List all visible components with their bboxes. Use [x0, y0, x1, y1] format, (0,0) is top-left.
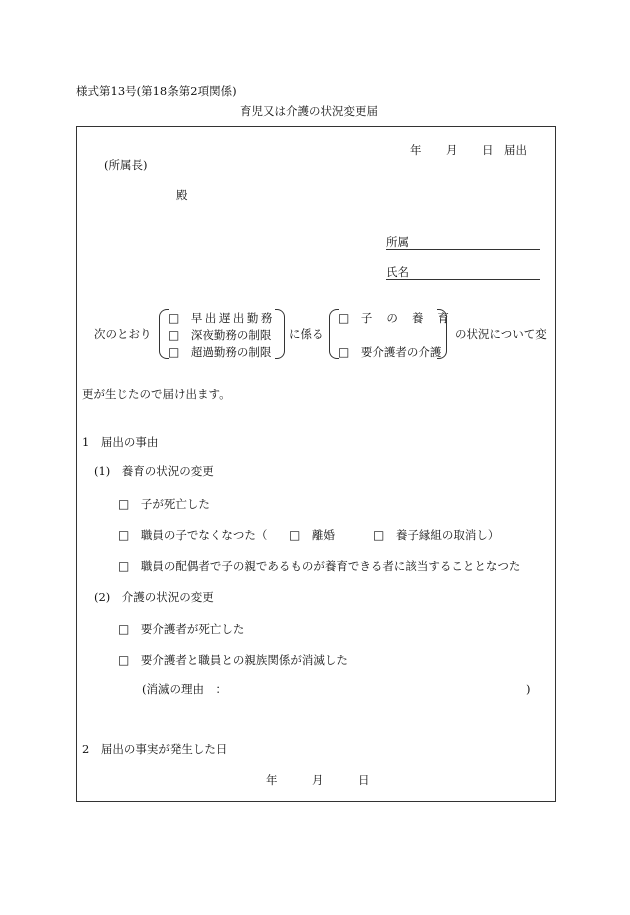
care-brace-right: [437, 309, 447, 359]
care-item-2: □ 要介護者の介護: [338, 345, 442, 359]
form-title: 育児又は介護の状況変更届: [240, 104, 378, 118]
occurrence-year-label: 年: [266, 773, 278, 787]
occurrence-day-label: 日: [358, 773, 370, 787]
reason-adoption-cancel: □ 養子縁組の取消し）: [373, 528, 500, 542]
checkbox-icon[interactable]: □: [118, 653, 130, 667]
occurrence-month-label: 月: [312, 773, 324, 787]
form-number: 様式第13号(第18条第2項関係): [76, 84, 237, 98]
section2-heading: 2 届出の事実が発生した日: [82, 742, 228, 756]
honorific: 殿: [176, 188, 188, 202]
checkbox-icon[interactable]: □: [338, 311, 350, 325]
reason-kinship-ended: □ 要介護者と職員との親族関係が消滅した: [118, 653, 348, 667]
checkbox-icon[interactable]: □: [289, 528, 301, 542]
checkbox-icon[interactable]: □: [118, 622, 130, 636]
checkbox-icon[interactable]: □: [118, 528, 130, 542]
kinship-reason-label: (消滅の理由 ：: [142, 682, 227, 696]
checkbox-icon[interactable]: □: [338, 345, 350, 359]
section1-heading: 1 届出の事由: [82, 435, 159, 449]
work-brace-right: [275, 309, 285, 359]
reason-divorce: □ 離婚: [289, 528, 335, 542]
date-year-label: 年: [410, 143, 422, 157]
checkbox-icon[interactable]: □: [118, 559, 130, 573]
reason-no-longer-child: □ 職員の子でなくなつた（: [118, 528, 268, 542]
connector-text: に係る: [289, 327, 324, 341]
kinship-reason-close: ): [526, 682, 531, 696]
care-item-1: □ 子の養育: [338, 311, 463, 325]
reason-care-recipient-died: □ 要介護者が死亡した: [118, 622, 245, 636]
date-submit-label: 届出: [504, 143, 527, 157]
name-field[interactable]: [386, 279, 540, 280]
name-label: 氏名: [386, 265, 409, 279]
section1-sub2-heading: (2) 介護の状況の変更: [94, 590, 214, 604]
intro-suffix: の状況について変: [455, 327, 547, 341]
reason-child-died: □ 子が死亡した: [118, 497, 210, 511]
work-item-3: □ 超過勤務の制限: [168, 345, 272, 359]
section1-sub1-heading: (1) 養育の状況の変更: [94, 464, 214, 478]
checkbox-icon[interactable]: □: [168, 328, 180, 342]
work-item-1: □ 早出遅出勤務: [168, 311, 275, 325]
date-day-label: 日: [482, 143, 494, 157]
checkbox-icon[interactable]: □: [168, 345, 180, 359]
checkbox-icon[interactable]: □: [373, 528, 385, 542]
addressee-label: (所属長): [104, 158, 148, 172]
affiliation-field[interactable]: [386, 249, 540, 250]
intro-continued: 更が生じたので届け出ます。: [82, 387, 231, 401]
checkbox-icon[interactable]: □: [118, 497, 130, 511]
affiliation-label: 所属: [386, 235, 409, 249]
date-month-label: 月: [446, 143, 458, 157]
work-item-2: □ 深夜勤務の制限: [168, 328, 272, 342]
checkbox-icon[interactable]: □: [168, 311, 180, 325]
intro-prefix: 次のとおり: [94, 327, 152, 341]
reason-spouse-can-raise: □ 職員の配偶者で子の親であるものが養育できる者に該当することとなつた: [118, 559, 521, 573]
